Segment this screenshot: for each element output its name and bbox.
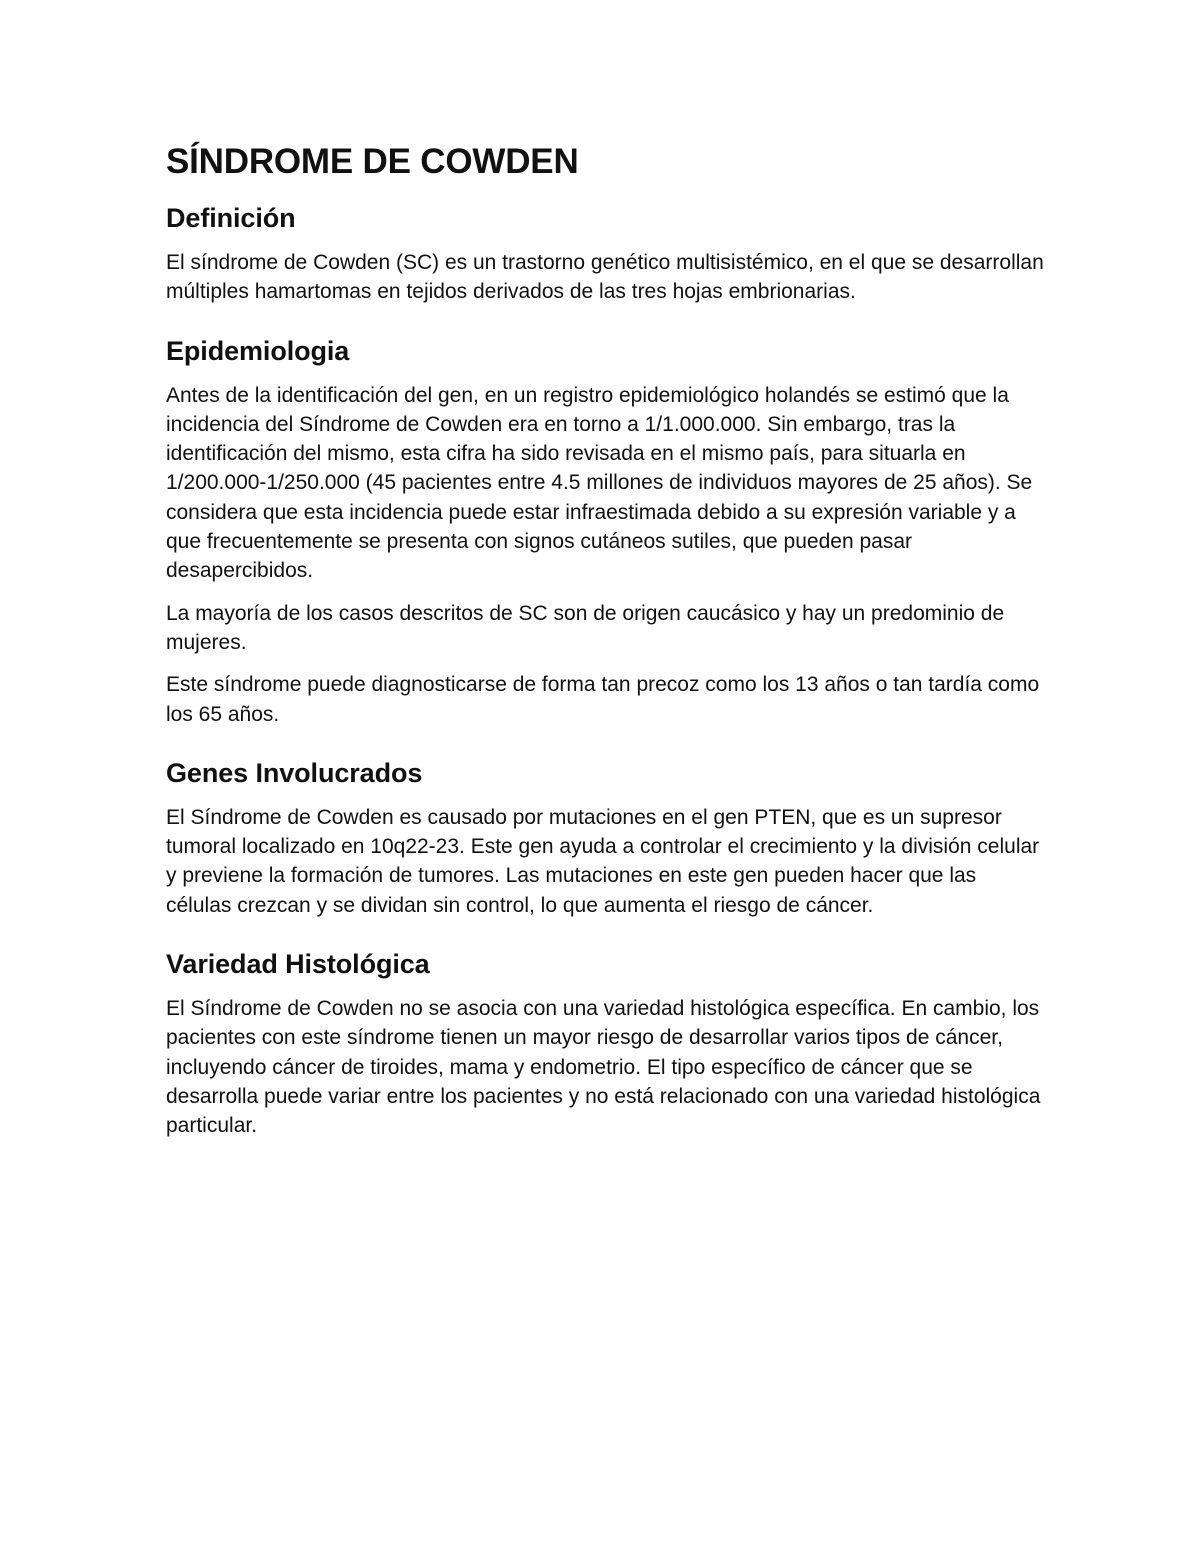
- section-variedad-histologica: [166, 946, 1046, 1140]
- section-heading-epidemiologia: Epidemiologia: [166, 335, 350, 366]
- document-title: SÍNDROME DE COWDEN: [166, 142, 579, 181]
- document-page: [166, 138, 1046, 1167]
- section-epidemiologia: [166, 333, 1046, 729]
- paragraph: La mayoría de los casos descritos de SC son de origen caucásico y hay un predominio de mujeres.: [166, 601, 1005, 654]
- paragraph: El síndrome de Cowden (SC) es un trastorno genético multisistémico, en el que se desarrollan múltiples hamartomas en tejidos derivados de las tres hojas embrionarias.: [166, 251, 1044, 304]
- section-genes-involucrados: [166, 755, 1046, 920]
- paragraph: Antes de la identificación del gen, en un registro epidemiológico holandés se estimó que la incidencia del Síndrome de Cowden era en torno a 1/1.000.000. Sin embargo, tras la identificación del mismo, esta cifra ha sido revisada en el mismo país, para situarla en 1/200.000-1/250.000 (45 pacientes entre 4.5 millones de individuos mayores de 25 años). Se considera que esta incidencia puede estar infraestimada debido a su expresión variable y a que frecuentemente se presenta con signos cutáneos sutiles, que pueden pasar desapercibidos.: [166, 383, 1033, 583]
- paragraph: Este síndrome puede diagnosticarse de forma tan precoz como los 13 años o tan tardía como los 65 años.: [166, 673, 1040, 726]
- section-definicion: [166, 200, 1046, 307]
- paragraph: El Síndrome de Cowden es causado por mutaciones en el gen PTEN, que es un supresor tumoral localizado en 10q22-23. Este gen ayuda a controlar el crecimiento y la división celular y previene la formación de tumores. Las mutaciones en este gen pueden hacer que las células crezcan y se dividan sin control, lo que aumenta el riesgo de cáncer.: [166, 805, 1040, 917]
- paragraph: El Síndrome de Cowden no se asocia con una variedad histológica específica. En cambio, los pacientes con este síndrome tienen un mayor riesgo de desarrollar varios tipos de cáncer, incluyendo cáncer de tiroides, mama y endometrio. El tipo específico de cáncer que se desarrolla puede variar entre los pacientes y no está relacionado con una variedad histológica particular.: [166, 997, 1041, 1138]
- section-heading-variedad: Variedad Histológica: [166, 949, 430, 980]
- section-heading-genes: Genes Involucrados: [166, 757, 423, 788]
- section-heading-definicion: Definición: [166, 203, 296, 233]
